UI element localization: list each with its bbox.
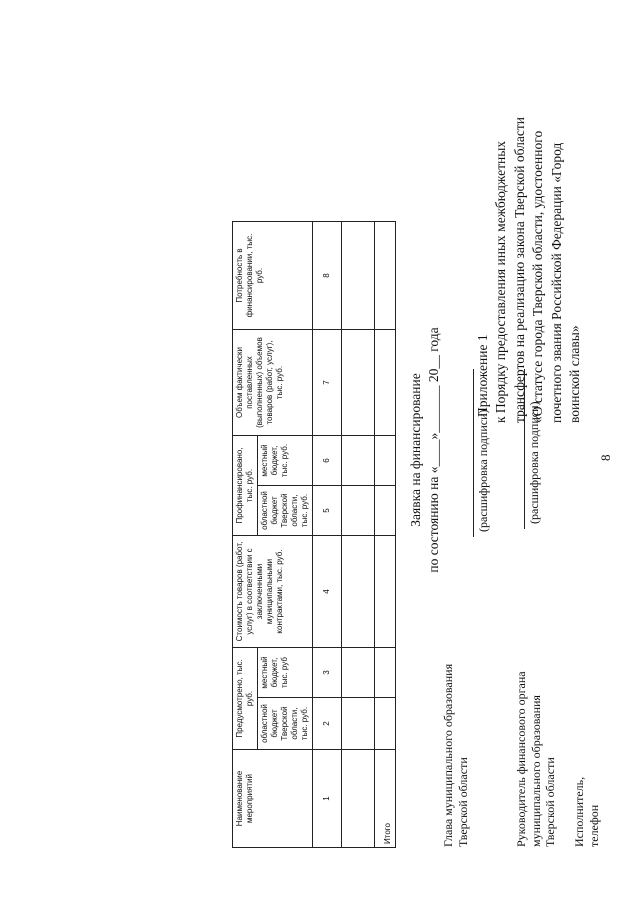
signature-executor: [572, 777, 601, 847]
signature-executor-line: Исполнитель,: [572, 776, 586, 847]
signature-line-head: [473, 369, 474, 537]
signature-head: [441, 664, 470, 847]
signature-head-line: Глава муниципального образования: [441, 663, 455, 847]
table-cell: [342, 536, 375, 648]
table-cell: [375, 436, 396, 486]
signature-executor-line: телефон: [586, 804, 601, 847]
signature-finance-line: Тверской области: [543, 757, 557, 847]
appendix-block: [474, 33, 584, 423]
header-planned-local: местный бюджет, тыс. руб: [258, 648, 313, 698]
signature-decode-finance: (расшифровка подписи): [527, 401, 541, 524]
header-actual: Объем фактически поставленных (выполненных) объемов товаров (работ, услуг), тыс. руб.: [233, 330, 313, 436]
header-planned-regional: областной бюджет Тверской области, тыс. руб.: [258, 698, 313, 750]
table-cell: [342, 222, 375, 330]
table-cell: [342, 698, 375, 750]
column-number: 6: [313, 436, 342, 486]
column-number: 1: [313, 750, 342, 848]
appendix-line: почетного звания Российской Федерации «Город: [548, 142, 564, 423]
financing-table: [232, 221, 396, 848]
signature-finance: [514, 671, 558, 847]
table-cell: [375, 698, 396, 750]
header-cofinanced-local: местный бюджет, тыс. руб.: [258, 436, 313, 486]
table-cell: [375, 330, 396, 436]
signature-decode-head: (расшифровка подписи): [476, 409, 490, 532]
column-number: 5: [313, 486, 342, 536]
table-header-row: [233, 222, 258, 848]
header-planned: Предусмотрено, тыс. руб.: [233, 648, 258, 750]
table-row: [342, 222, 375, 848]
appendix-line: трансфертов на реализацию закона Тверской области: [511, 116, 527, 423]
request-date-line: по состоянию на «____»_______ 20__ года: [426, 327, 441, 573]
column-number: 2: [313, 698, 342, 750]
total-label: Итого: [375, 750, 396, 848]
header-cost: Стоимость товаров (работ, услуг) в соответствии с заключенными муниципальными контрактами, тыс. руб.: [233, 536, 313, 648]
request-heading: [407, 295, 443, 605]
column-number-row: [313, 222, 342, 848]
signature-line-finance: [524, 369, 525, 529]
signature-head-line: Тверской области: [455, 757, 470, 847]
appendix-line: к Порядку предоставления иных межбюджетных: [493, 140, 509, 423]
request-title: Заявка на финансирование: [408, 373, 423, 527]
column-number: 4: [313, 536, 342, 648]
signature-finance-line: Руководитель финансового органа: [514, 671, 528, 847]
table-cell: [375, 486, 396, 536]
column-number: 7: [313, 330, 342, 436]
table-cell: [342, 486, 375, 536]
table-cell: [375, 536, 396, 648]
appendix-text: [492, 33, 584, 423]
signature-finance-line: муниципального образования: [528, 695, 543, 847]
column-number: 8: [313, 222, 342, 330]
appendix-line: воинской славы»: [567, 325, 583, 423]
appendix-line: «О статусе города Тверской области, удостоенного: [530, 130, 546, 423]
header-cofinanced: Профинансировано, тыс. руб.: [233, 436, 258, 536]
appendix-title: Приложение 1: [475, 334, 490, 417]
table-cell: [342, 436, 375, 486]
table-cell: [342, 750, 375, 848]
table-cell: [342, 648, 375, 698]
header-cofinanced-regional: областной бюджет Тверской области, тыс. руб.: [258, 486, 313, 536]
table-cell: [375, 222, 396, 330]
table-cell: [342, 330, 375, 436]
table-cell: [375, 648, 396, 698]
column-number: 3: [313, 648, 342, 698]
header-need: Потребность в финансировании, тыс. руб.: [233, 222, 313, 330]
header-name: Наименование мероприятий: [233, 750, 313, 848]
page-number: 8: [598, 454, 613, 461]
total-row: [375, 222, 396, 848]
